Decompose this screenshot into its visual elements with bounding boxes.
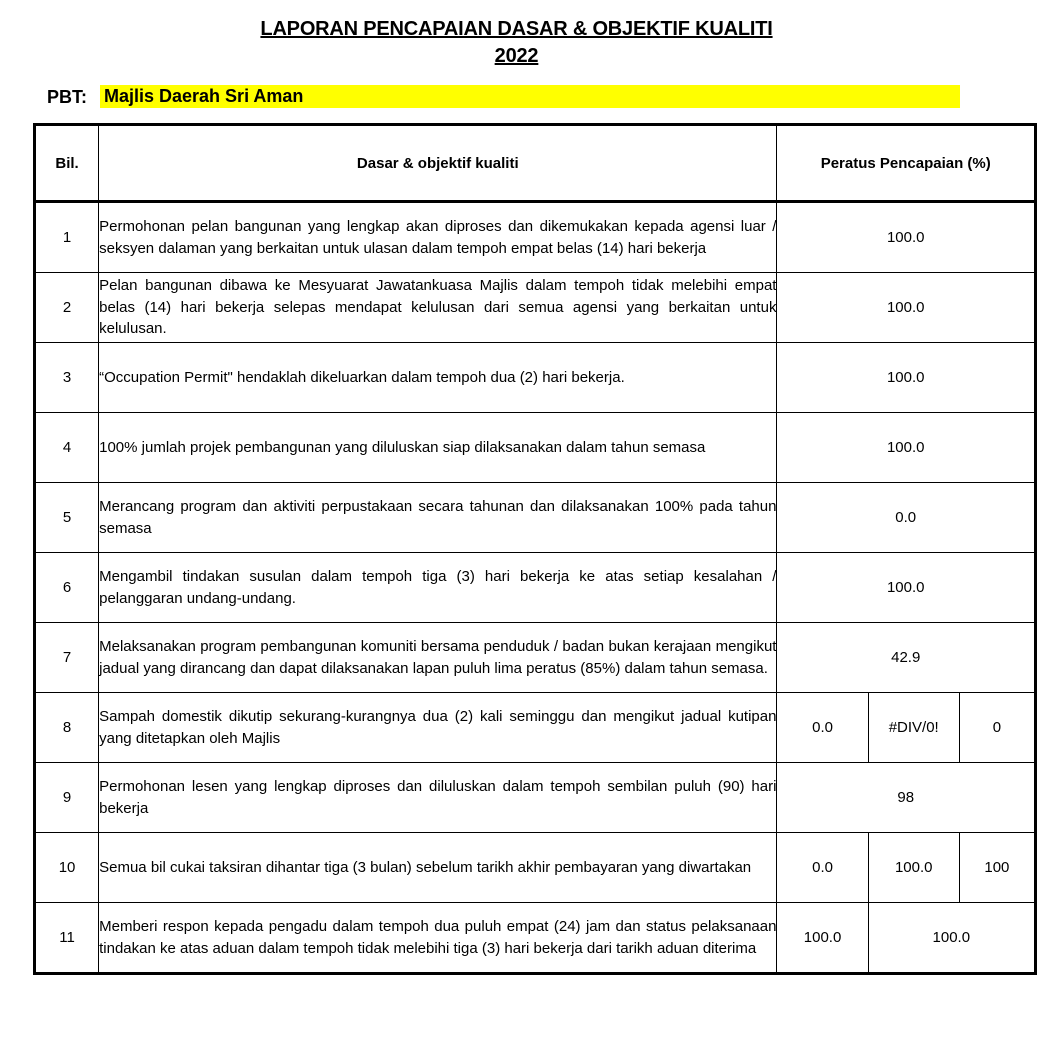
table-row (35, 483, 1036, 553)
row-number: 2 (35, 273, 99, 343)
objective-text: Permohonan lesen yang lengkap diproses dan diluluskan dalam tempoh sembilan puluh (90) hari bekerja (99, 763, 777, 833)
header-percentage: Peratus Pencapaian (%) (777, 125, 1036, 202)
table-row (35, 553, 1036, 623)
header-objective: Dasar & objektif kualiti (99, 125, 777, 202)
percentage-value: 100.0 (777, 343, 1036, 413)
report-title: LAPORAN PENCAPAIAN DASAR & OBJEKTIF KUALITI (260, 18, 773, 40)
percentage-value: 0.0 (777, 483, 1036, 553)
pbt-value: Majlis Daerah Sri Aman (100, 85, 960, 108)
percentage-value: #DIV/0! (868, 693, 959, 763)
objective-text: Memberi respon kepada pengadu dalam tempoh dua puluh empat (24) jam dan status pelaksanaan tindakan ke atas aduan dalam tempoh tidak melebihi tiga (3) hari bekerja dari tarikh aduan diterima (99, 903, 777, 974)
row-number: 8 (35, 693, 99, 763)
table-row (35, 413, 1036, 483)
table-row (35, 202, 1036, 273)
percentage-value: 98 (777, 763, 1036, 833)
objective-text: 100% jumlah projek pembangunan yang diluluskan siap dilaksanakan dalam tahun semasa (99, 413, 777, 483)
objective-text: Mengambil tindakan susulan dalam tempoh tiga (3) hari bekerja ke atas setiap kesalahan / pelanggaran undang-undang. (99, 553, 777, 623)
row-number: 10 (35, 833, 99, 903)
percentage-value: 0 (959, 693, 1035, 763)
percentage-value: 0.0 (777, 693, 868, 763)
header-bil: Bil. (35, 125, 99, 202)
pbt-label: PBT: (47, 87, 87, 107)
percentage-value: 0.0 (777, 833, 868, 903)
percentage-value: 100.0 (777, 903, 868, 974)
table-row (35, 763, 1036, 833)
row-number: 3 (35, 343, 99, 413)
objective-text: Permohonan pelan bangunan yang lengkap akan diproses dan dikemukakan kepada agensi luar / seksyen dalaman yang berkaitan untuk ulasan dalam tempoh empat belas (14) hari bekerja (99, 202, 777, 273)
table-row (35, 273, 1036, 343)
row-number: 1 (35, 202, 99, 273)
objective-text: Semua bil cukai taksiran dihantar tiga (3 bulan) sebelum tarikh akhir pembayaran yang diwartakan (99, 833, 777, 903)
row-number: 7 (35, 623, 99, 693)
percentage-value: 100.0 (868, 833, 959, 903)
percentage-value: 100.0 (777, 273, 1036, 343)
table-header-row (35, 125, 1036, 202)
percentage-value: 100.0 (777, 413, 1036, 483)
row-number: 11 (35, 903, 99, 974)
percentage-value: 100.0 (777, 553, 1036, 623)
percentage-value: 100 (959, 833, 1035, 903)
report-year: 2022 (494, 45, 539, 67)
objective-text: “Occupation Permit" hendaklah dikeluarkan dalam tempoh dua (2) hari bekerja. (99, 343, 777, 413)
objective-text: Merancang program dan aktiviti perpustakaan secara tahunan dan dilaksanakan 100% pada tahun semasa (99, 483, 777, 553)
table-row (35, 623, 1036, 693)
objective-text: Melaksanakan program pembangunan komuniti bersama penduduk / badan bukan kerajaan mengikut jadual yang dirancang dan dapat dilaksanakan lapan puluh lima peratus (85%) dalam tahun semasa. (99, 623, 777, 693)
row-number: 9 (35, 763, 99, 833)
row-number: 5 (35, 483, 99, 553)
table-row (35, 903, 1036, 974)
percentage-value: 100.0 (868, 903, 1035, 974)
percentage-value: 100.0 (777, 202, 1036, 273)
percentage-value: 42.9 (777, 623, 1036, 693)
objective-text: Pelan bangunan dibawa ke Mesyuarat Jawatankuasa Majlis dalam tempoh tidak melebihi empat belas (14) hari bekerja selepas mendapat kelulusan dari semua agensi yang berkaitan untuk kelulusan. (99, 273, 777, 343)
table-row (35, 693, 1036, 763)
row-number: 6 (35, 553, 99, 623)
objective-text: Sampah domestik dikutip sekurang-kurangnya dua (2) kali seminggu dan mengikut jadual kutipan yang ditetapkan oleh Majlis (99, 693, 777, 763)
achievement-table (33, 123, 1037, 975)
table-row (35, 833, 1036, 903)
row-number: 4 (35, 413, 99, 483)
table-row (35, 343, 1036, 413)
